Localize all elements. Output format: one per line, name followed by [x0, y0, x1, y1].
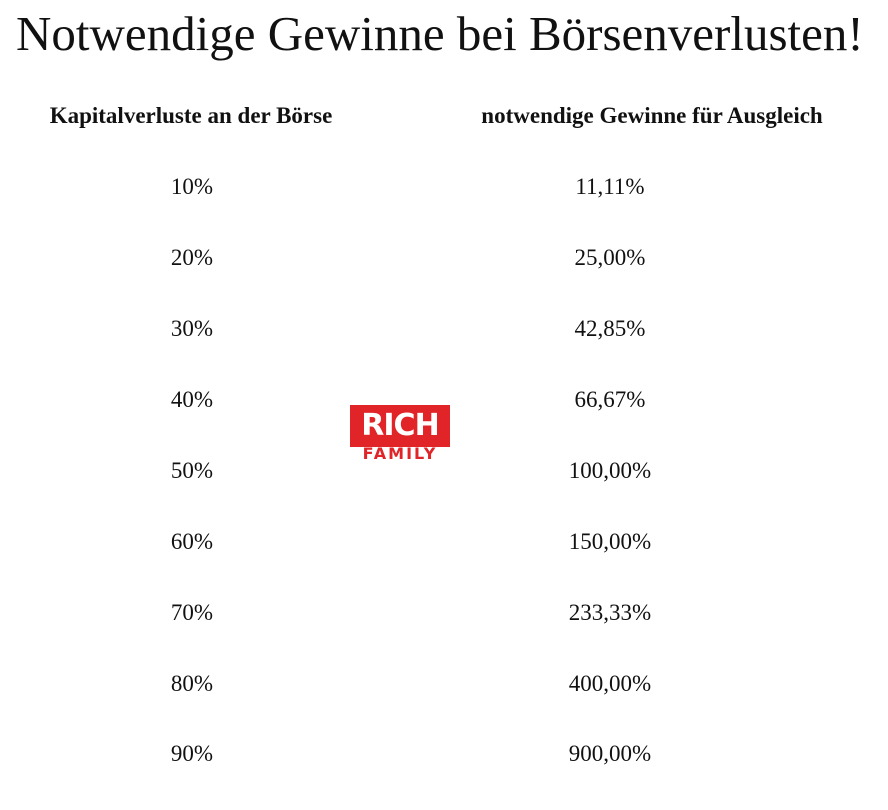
column-header-losses: Kapitalverluste an der Börse [49, 103, 333, 128]
table-row [0, 664, 888, 704]
loss-value: 60% [170, 529, 214, 554]
table-row [0, 522, 888, 562]
gain-value: 900,00% [568, 741, 652, 766]
gain-value: 150,00% [568, 529, 652, 554]
loss-value: 70% [170, 600, 214, 625]
gain-value: 42,85% [574, 316, 646, 341]
table-row [0, 238, 888, 278]
gain-value: 100,00% [568, 458, 652, 483]
gain-value: 11,11% [575, 174, 645, 199]
loss-value: 90% [170, 741, 214, 766]
column-header-gains: notwendige Gewinne für Ausgleich [481, 103, 823, 128]
loss-value: 30% [170, 316, 214, 341]
loss-value: 40% [170, 387, 214, 412]
loss-value: 10% [170, 174, 214, 199]
page-title: Notwendige Gewinne bei Börsenverlusten! [16, 6, 864, 61]
table-row [0, 593, 888, 633]
gain-value: 66,67% [574, 387, 646, 412]
loss-value: 80% [170, 671, 214, 696]
table-row [0, 309, 888, 349]
gain-value: 25,00% [574, 245, 646, 270]
loss-value: 20% [170, 245, 214, 270]
rich-family-logo [350, 405, 450, 463]
gain-value: 400,00% [568, 671, 652, 696]
table-row [0, 167, 888, 207]
gain-value: 233,33% [568, 600, 652, 625]
loss-value: 50% [170, 458, 214, 483]
table-row [0, 734, 888, 774]
logo-top-text: RICH [350, 405, 450, 447]
logo-bottom-text: FAMILY [362, 444, 438, 463]
